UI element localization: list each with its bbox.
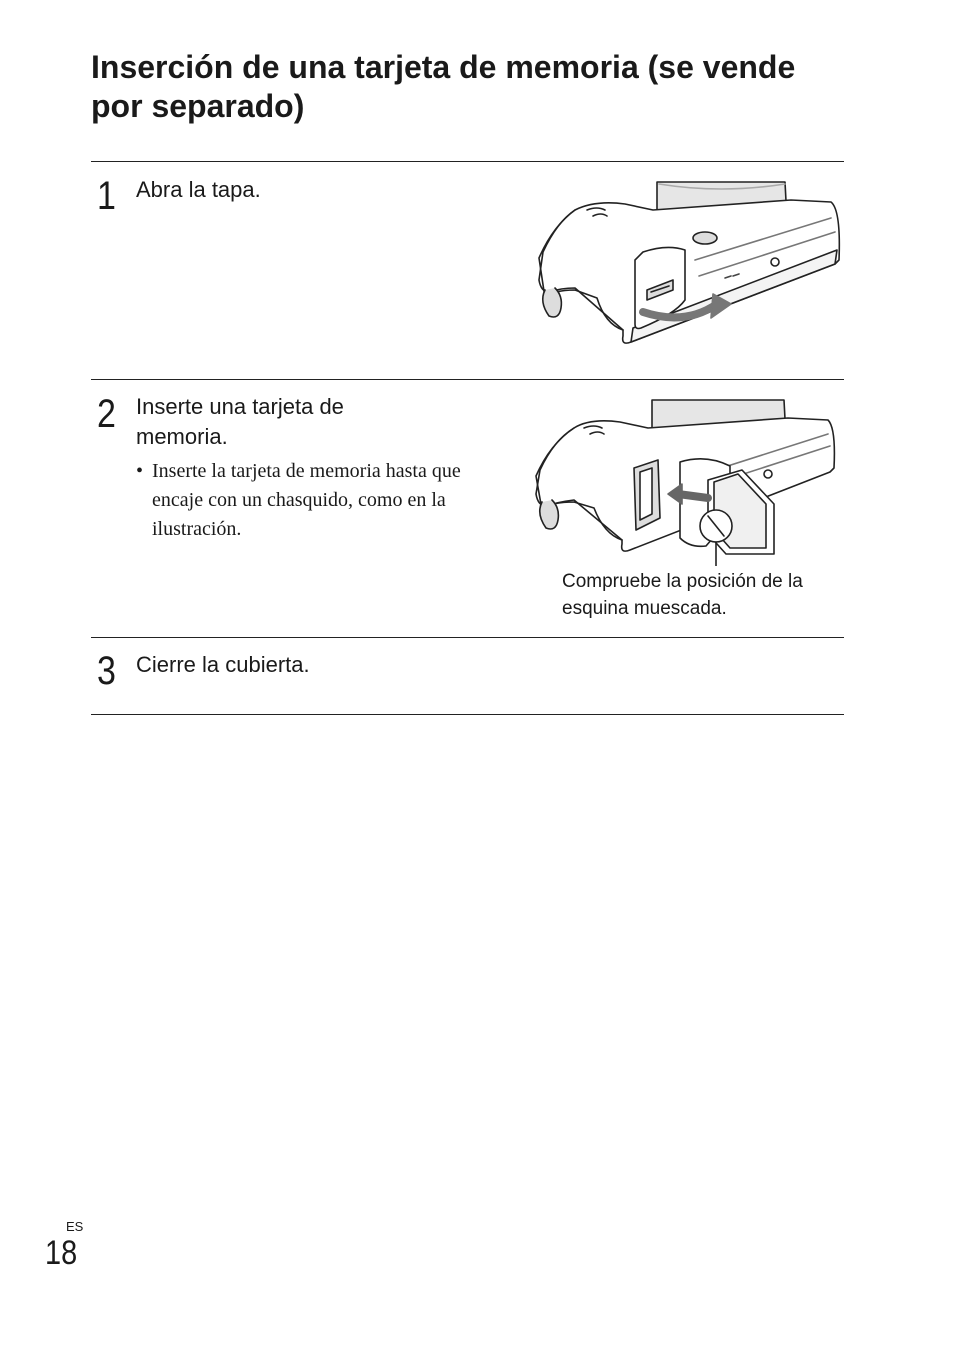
step-number: 3 xyxy=(97,649,116,693)
step-number: 1 xyxy=(97,174,116,218)
language-code: ES xyxy=(66,1219,84,1234)
step-instruction: Abra la tapa. xyxy=(136,177,261,202)
figure-caption: Compruebe la posición de la esquina muescada. xyxy=(562,571,803,619)
step-divider xyxy=(91,161,844,162)
step-instruction: Inserte una tarjeta de memoria. xyxy=(136,394,344,449)
camera-open-cover-icon xyxy=(535,180,845,348)
camera-insert-card-icon xyxy=(530,398,840,566)
step-number: 2 xyxy=(97,392,116,436)
step-divider xyxy=(91,379,844,380)
bullet-note xyxy=(136,457,506,544)
step-divider xyxy=(91,637,844,638)
page-number: 18 xyxy=(45,1234,78,1272)
page-title: Inserción de una tarjeta de memoria (se vende por separado) xyxy=(91,49,796,124)
bullet-text: Inserte la tarjeta de memoria hasta que encaje con un chasquido, como en la ilustración. xyxy=(152,460,461,540)
bullet-dot: • xyxy=(136,460,144,482)
step-instruction: Cierre la cubierta. xyxy=(136,652,310,677)
section-bottom-rule xyxy=(91,714,844,715)
